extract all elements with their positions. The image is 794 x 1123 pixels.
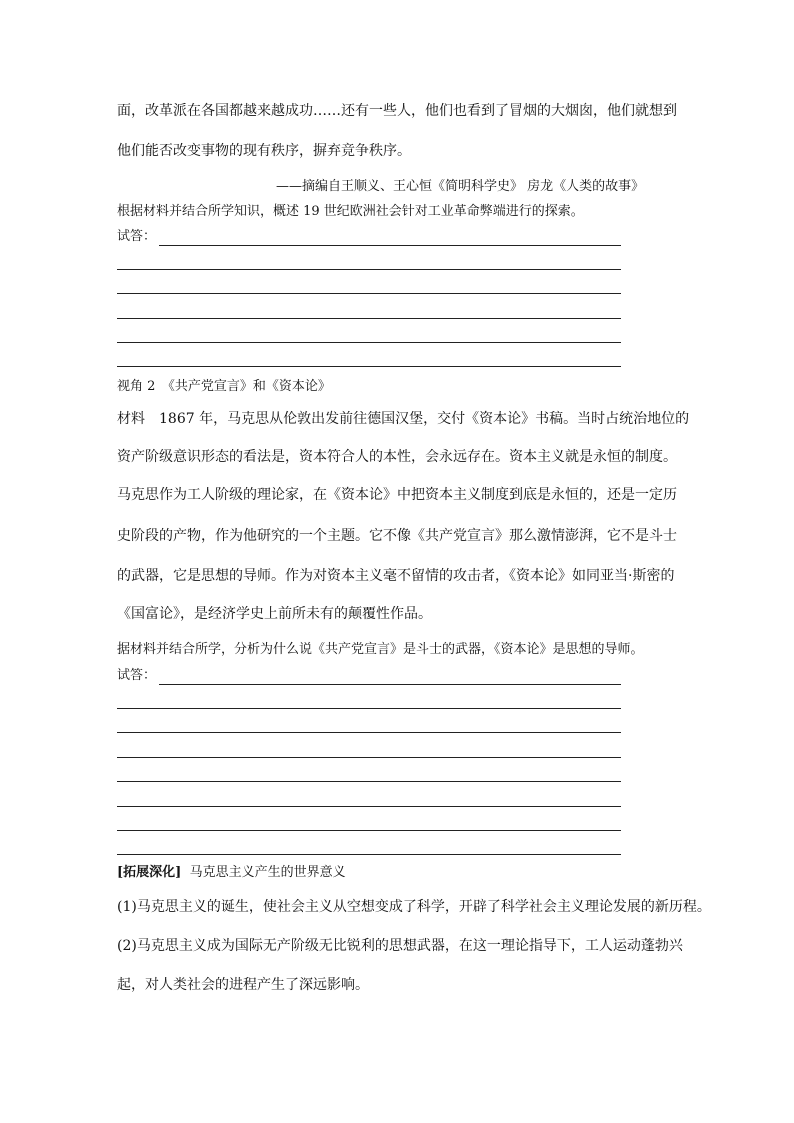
section2-material-line: 的武器，它是思想的导师。作为对资本主义毫不留情的攻击者，《资本论》如同亚当·斯密的 bbox=[117, 568, 675, 584]
section2-heading: 视角 2 《共产党宣言》和《资本论》 bbox=[117, 379, 331, 394]
answer2-line bbox=[159, 684, 621, 685]
extension-point-1: (1)马克思主义的诞生，使社会主义从空想变成了科学，开辟了科学社会主义理论发展的新历程。 bbox=[117, 899, 711, 915]
answer1-label: 试答： bbox=[117, 229, 157, 244]
extension-heading bbox=[117, 864, 346, 882]
section2-material-line: 资产阶级意识形态的看法是，资本符合人的本性，会永远存在。资本主义就是永恒的制度。 bbox=[117, 449, 677, 465]
section2-material-line: 马克思作为工人阶级的理论家，在《资本论》中把资本主义制度到底是永恒的，还是一定历 bbox=[117, 487, 677, 503]
answer2-line[interactable] bbox=[117, 708, 621, 709]
section2-material-line: 材料 1867 年，马克思从伦敦出发前往德国汉堡，交付《资本论》书稿。当时占统治地位的 bbox=[117, 411, 690, 427]
extension-point-2: (2)马克思主义成为国际无产阶级无比锐利的思想武器，在这一理论指导下，工人运动蓬勃兴 bbox=[117, 938, 683, 954]
material1-source: ——摘编自王顺义、王心恒《简明科学史》 房龙《人类的故事》 bbox=[276, 179, 645, 194]
answer1-line[interactable] bbox=[117, 366, 621, 367]
material1-line1: 面，改革派在各国都越来越成功……还有一些人，他们也看到了冒烟的大烟囱，他们就想到 bbox=[117, 103, 677, 119]
question1-prompt: 根据材料并结合所学知识，概述 19 世纪欧洲社会针对工业革命弊端进行的探索。 bbox=[117, 204, 584, 219]
question2-prompt: 据材料并结合所学，分析为什么说《共产党宣言》是斗士的武器，《资本论》是思想的导师。 bbox=[117, 642, 644, 657]
answer1-row[interactable] bbox=[117, 228, 621, 246]
answer2-line[interactable] bbox=[117, 781, 621, 782]
answer2-label: 试答： bbox=[117, 668, 157, 683]
material1-line2: 他们能否改变事物的现有秩序，摒弃竞争秩序。 bbox=[117, 143, 411, 159]
answer2-line[interactable] bbox=[117, 732, 621, 733]
answer1-line[interactable] bbox=[117, 293, 621, 294]
answer1-line[interactable] bbox=[117, 318, 621, 319]
section2-material-line: 《国富论》，是经济学史上前所未有的颠覆性作品。 bbox=[117, 606, 432, 622]
section2-material-line: 史阶段的产物，作为他研究的一个主题。它不像《共产党宣言》那么激情澎湃，它不是斗士 bbox=[117, 528, 677, 544]
answer1-line[interactable] bbox=[117, 342, 621, 343]
extension-tag: [拓展深化] bbox=[117, 865, 182, 880]
answer1-line[interactable] bbox=[117, 269, 621, 270]
answer2-line[interactable] bbox=[117, 830, 621, 831]
answer2-line[interactable] bbox=[117, 806, 621, 807]
extension-point-2-cont: 起，对人类社会的进程产生了深远影响。 bbox=[117, 977, 369, 993]
answer1-line bbox=[159, 245, 621, 246]
extension-title: 马克思主义产生的世界意义 bbox=[189, 865, 346, 880]
answer2-line[interactable] bbox=[117, 854, 621, 855]
answer2-line[interactable] bbox=[117, 757, 621, 758]
answer2-row[interactable] bbox=[117, 667, 621, 685]
